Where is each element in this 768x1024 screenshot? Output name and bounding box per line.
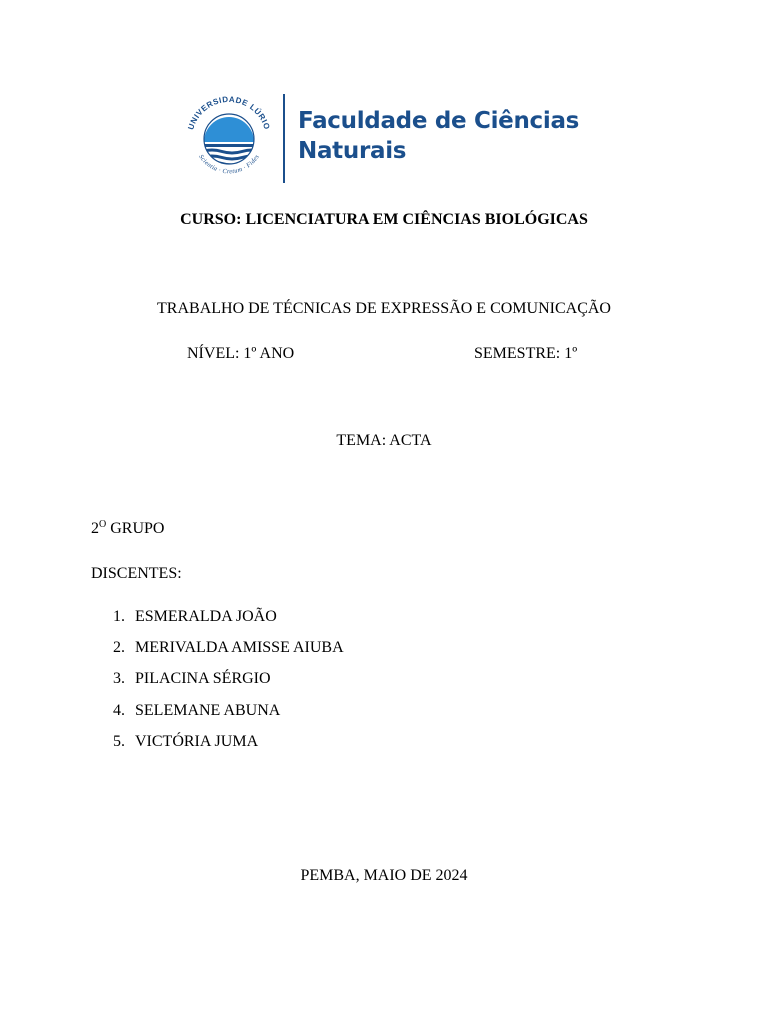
svg-text:UNIVERSIDADE LÚRIO: UNIVERSIDADE LÚRIO: [186, 94, 272, 131]
university-logo: [182, 92, 582, 186]
university-seal-icon: [182, 92, 276, 186]
logo-divider: [283, 94, 285, 183]
list-item-name: SELEMANE ABUNA: [135, 701, 281, 719]
faculty-name-line2: Naturais: [298, 138, 407, 164]
level-label: NÍVEL: 1º ANO: [187, 345, 295, 362]
svg-text:Scientia · Cretum · Fides: Scientia · Cretum · Fides: [197, 153, 261, 176]
work-title: TRABALHO DE TÉCNICAS DE EXPRESSÃO E COMUNICAÇÃO: [157, 300, 611, 317]
students-heading: DISCENTES:: [91, 565, 182, 582]
city-date: PEMBA, MAIO DE 2024: [300, 867, 468, 884]
course-heading: CURSO: LICENCIATURA EM CIÊNCIAS BIOLÓGICAS: [180, 211, 588, 228]
theme-title: TEMA: ACTA: [336, 432, 432, 449]
document-page: UNIVERSIDADE LÚRIO Scientia · Cretum · Fides Faculdade de Ciências Naturais CURSO: LICENCIATURA EM CIÊNCIAS BIOLÓGICAS TRABALHO DE TÉCNICAS DE EXPRESSÃO E COMUNICAÇÃO NÍVEL: 1º ANO SEMESTRE: 1º TEMA: ACTA $2^O$ GRUPO DISCENTES: 1. ESMERALDA JOÃO 2. MERIVALDA AMISSE AIUBA 3. PILACINA SÉRGIO 4. SELEMANE ABUNA 5. VICTÓRIA JUMA PEMBA, MAIO DE 2024: [0, 0, 768, 1024]
list-item-name: ESMERALDA JOÃO: [135, 608, 277, 625]
list-item-name: PILACINA SÉRGIO: [135, 670, 271, 688]
faculty-name: [298, 106, 579, 166]
list-item-name: VICTÓRIA JUMA: [135, 732, 259, 750]
list-item-name: MERIVALDA AMISSE AIUBA: [135, 639, 344, 657]
group-superscript: O: [99, 519, 107, 530]
group-word: GRUPO: [106, 520, 165, 537]
group-number: 2: [91, 520, 99, 537]
group-label: [91, 519, 164, 539]
semester-label: SEMESTRE: 1º: [474, 345, 578, 362]
faculty-name-line1: Faculdade de Ciências: [298, 108, 580, 134]
